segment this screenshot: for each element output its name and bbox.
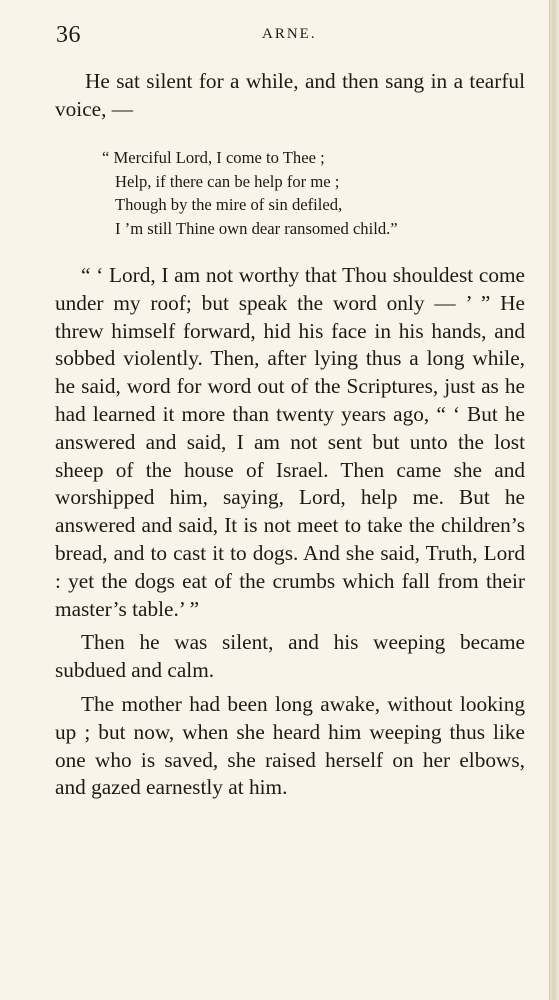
main-text (55, 262, 525, 808)
verse-line: Though by the mire of sin defiled, (115, 195, 343, 214)
scripture-paragraph: “ ‘ Lord, I am not worthy that Thou shouldest come under my roof; but speak the word only — ’ ” He threw himself forward, hid his face in his hands, and sobbed violently. Then, after lying thus a long while, he said, word for word out of the Scriptures, just as he had learned it more than twenty years ago, “ ‘ But he answered and said, I am not sent but unto the lost sheep of the house of Israel. Then came she and worshipped him, saying, Lord, help me. But he answered and said, It is not meet to take the children’s bread, and to cast it to dogs. And she said, Truth, Lord : yet the dogs eat of the crumbs which fall from their master’s table.’ ” (55, 263, 525, 621)
page-edge (549, 0, 559, 1000)
paragraph-mother: The mother had been long awake, without looking up ; but now, when she heard him weeping thus like one who is saved, she raised herself on her elbows, and gazed earnestly at him. (55, 691, 525, 800)
hymn-verse (102, 146, 512, 240)
running-title: ARNE. (262, 26, 317, 42)
intro-paragraph: He sat silent for a while, and then sang in a tearful voice, — (55, 69, 525, 121)
page-number: 36 (56, 22, 81, 48)
running-head (54, 22, 524, 52)
paragraph-silence: Then he was silent, and his weeping became subdued and calm. (55, 630, 525, 683)
verse-line: Help, if there can be help for me ; (115, 171, 340, 191)
verse-line: I ’m still Thine own dear ransomed child.” (115, 218, 398, 238)
verse-line: “ Merciful Lord, I come to Thee ; (102, 148, 325, 167)
